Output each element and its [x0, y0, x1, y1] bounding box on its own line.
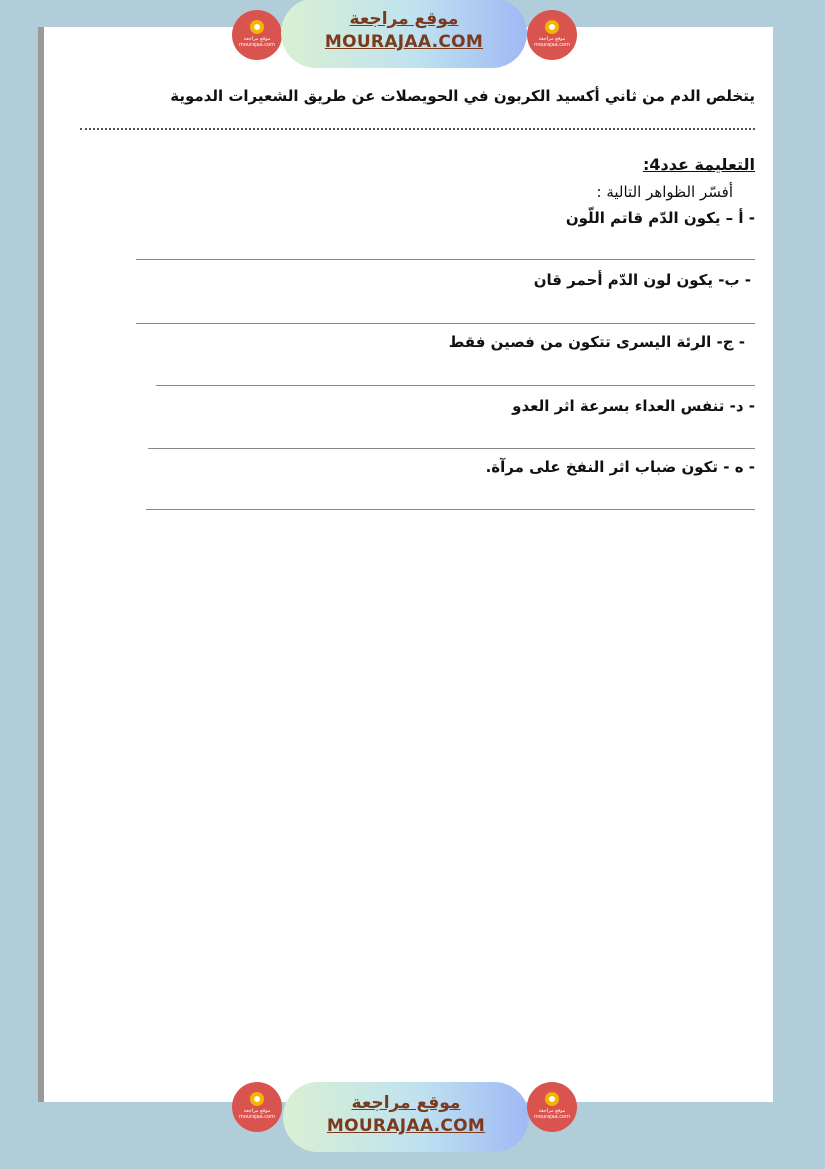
watermark-arabic: موقع مراجعة [351, 1093, 461, 1113]
logo-icon [545, 1092, 559, 1106]
answer-line [136, 323, 755, 324]
logo-icon [250, 20, 264, 34]
item-a: - أ – يكون الدّم قاتم اللّون [565, 209, 755, 227]
answer-line [156, 385, 755, 386]
instruction-title: التعليمة عدد4: [642, 155, 755, 174]
logo-icon [545, 20, 559, 34]
item-d: - د- تنفس العداء بسرعة اثر العدو [512, 397, 755, 415]
watermark-banner-top [0, 0, 825, 70]
watermark-link[interactable] [281, 0, 527, 68]
item-b: - ب- يكون لون الدّم أحمر قان [533, 271, 751, 289]
worksheet-page [38, 27, 773, 1102]
instruction-text: أفسّر الظواهر التالية : [596, 183, 733, 201]
item-c: - ج- الرئة اليسرى تتكون من فصين فقط [448, 333, 745, 351]
logo-badge: موقع مراجعة mourajaa.com [232, 1082, 282, 1132]
watermark-banner-bottom [0, 1082, 825, 1152]
answer-line [80, 128, 755, 130]
logo-icon [250, 1092, 264, 1106]
watermark-link[interactable] [283, 1082, 529, 1152]
answer-line [148, 448, 755, 449]
logo-badge: موقع مراجعة mourajaa.com [232, 10, 282, 60]
answer-line [146, 509, 755, 510]
watermark-latin: MOURAJAA.COM [326, 1116, 486, 1136]
intro-sentence: يتخلص الدم من ثاني أكسيد الكربون في الحويصلات عن طريق الشعيرات الدموية [170, 87, 755, 105]
answer-line [136, 259, 755, 260]
logo-badge: موقع مراجعة mourajaa.com [527, 10, 577, 60]
item-e: - ه - تكون ضباب اثر النفخ على مرآة. [485, 458, 755, 476]
logo-badge: موقع مراجعة mourajaa.com [527, 1082, 577, 1132]
watermark-arabic: موقع مراجعة [349, 9, 459, 29]
watermark-latin: MOURAJAA.COM [324, 32, 484, 52]
